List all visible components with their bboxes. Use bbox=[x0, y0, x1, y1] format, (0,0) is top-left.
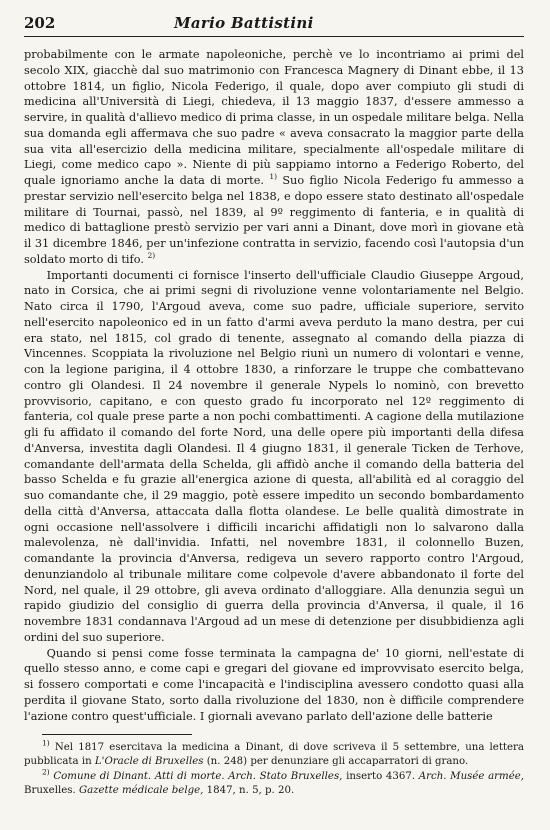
footnote-2-source-b: Arch. Musée armée, bbox=[418, 770, 525, 782]
footnote-rule bbox=[42, 734, 192, 735]
footnote-1-marker: 1) bbox=[42, 738, 50, 748]
page-number: 202 bbox=[24, 14, 56, 32]
paragraph-2: Importanti documenti ci fornisce l'inserto dell'ufficiale Claudio Giuseppe Argoud, nato in Corsica, che ai primi segni di rivoluzione venne volontariamente nel Belgio. Nato circa il 1790, l'Argoud aveva, come suo padre, ufficiale superiore, servito nell'esercito napoleonico ed in un fatto d'armi aveva perduto la mano destra, per cui era stato, nel 1815, col grado di tenente, assegnato al comando della piazza di Vincennes. Scoppiata la rivoluzione nel Belgio riunì un numero di volontari e venne, con la legione parigina, il 4 ottobre 1830, a rinforzare le truppe che combattevano contro gli Olandesi. Il 24 novembre il generale Nypels lo nominò, con brevetto provvisorio, capitano, e con questo grado fu incorporato nel 12º reggimento di fanteria, col quale prese parte a non pochi combattimenti. A cagione della mutilazione gli fu affidato il comando del forte Nord, una delle opere più importanti della difesa d'Anversa, investita dagli Olandesi. Il 4 giugno 1831, il generale Ticken de Terhove, comandante dell'armata della Schelda, gli affidò anche il comando della batteria del basso Schelda e fu grazie all'energica azione di questa, all'abilità ed al coraggio del suo comandante che, il 29 maggio, potè essere impedito un secondo bombardamento della città d'Anversa, attaccata dalla flotta olandese. Le belle qualità dimostrate in ogni occasione nell'assolvere i difficili incarichi affidatigli non lo salvarono dalla malevolenza, nè dall'invidia. Infatti, nel novembre 1831, il colonnello Buzen, comandante la provincia d'Anversa, redigeva un severo rapporto contro l'Argoud, denunziandolo al tribunale militare come colpevole d'avere abbandonato il forte del Nord, nel quale, il 29 ottobre, gli aveva ordinato d'alloggiare. Alla denunzia seguì un rapido giudizio del consiglio di guerra della provincia d'Anversa, il quale, il 16 novembre 1831 condannava l'Argoud ad un mese di detenzione per disubbidienza agli ordini del suo superiore. bbox=[24, 268, 524, 644]
footnote-ref-1: 1) bbox=[269, 172, 278, 182]
paragraph-1-tail: Suo figlio Nicola Federigo fu ammesso a prestar servizio nell'esercito belga nel 1838, e dopo essere stato destinato all'ospedale militare di Tournai, passò, nel 1839, al 9º reggimento di fanteria, e in qualità di medico di battaglione prestò servizio per vari anni a Dinant, dove morì in giovane età il 31 dicembre 1846, per un'infezione contratta in servizio, facendo così l'autopsia d'un soldato morto di tifo. bbox=[24, 174, 525, 266]
page-header bbox=[24, 14, 524, 37]
footnote-2-text-b: Bruxelles. bbox=[24, 784, 79, 796]
footnote-2-text-c: 1847, n. 5, p. 20. bbox=[203, 784, 295, 796]
body-text bbox=[24, 47, 524, 724]
paragraph-1 bbox=[24, 47, 524, 268]
footnote-1-text-a: Nel 1817 esercitava la medicina a Dinant, di dove scriveva il 5 settembre, una lettera pubblicata in bbox=[24, 742, 524, 768]
footnote-2-marker: 2) bbox=[42, 767, 50, 777]
footnotes bbox=[24, 738, 525, 798]
running-head: Mario Battistini bbox=[174, 14, 314, 32]
footnote-1-text-b: (n. 248) per denunziare gli accaparratori di grano. bbox=[203, 756, 469, 768]
footnote-2-source-c: Gazette médicale belge, bbox=[78, 784, 204, 796]
paragraph-1-text: probabilmente con le armate napoleoniche, perchè ve lo incontriamo ai primi del secolo XIX, giacchè dal suo matrimonio con Francesca Magnery di Dinant ebbe, il 13 ottobre 1814, un figlio, Nicola Federigo, il quale, dopo aver compiuto gli studi di medicina all'Università di Liegi, chiedeva, il 13 maggio 1837, d'essere ammesso a servire, in qualità d'allievo medico di prima classe, in un ospedale militare belga. Nella sua domanda egli affermava che suo padre « aveva consacrato la maggior parte della sua vita all'esercizio della medicina militare, specialmente all'ospedale militare di Liegi, come medico capo ». Niente di più sappiamo intorno a Federigo Roberto, del quale ignoriamo anche la data di morte. bbox=[24, 48, 524, 187]
footnote-1-title: L'Oracle di Bruxelles bbox=[94, 756, 204, 768]
footnote-1 bbox=[24, 738, 524, 769]
footnote-2-source-a: Comune di Dinant. Atti di morte. Arch. Stato Bruxelles, bbox=[49, 770, 343, 782]
paragraph-3: Quando si pensi come fosse terminata la campagna de' 10 giorni, nell'estate di quello stesso anno, e come capi e gregari del giovane ed improvvisato esercito belga, si fossero comportati e come l'incapacità e l'indisciplina avessero condotto quasi alla perdita il giovane Stato, sorto dalla rivoluzione del 1830, non è difficile comprendere l'azione contro quest'ufficiale. I giornali avevano parlato dell'azione delle batterie bbox=[24, 646, 524, 723]
footnote-2 bbox=[24, 767, 525, 798]
footnote-ref-2: 2) bbox=[147, 250, 156, 260]
footnote-2-text-a: inserto 4367. bbox=[342, 770, 419, 782]
